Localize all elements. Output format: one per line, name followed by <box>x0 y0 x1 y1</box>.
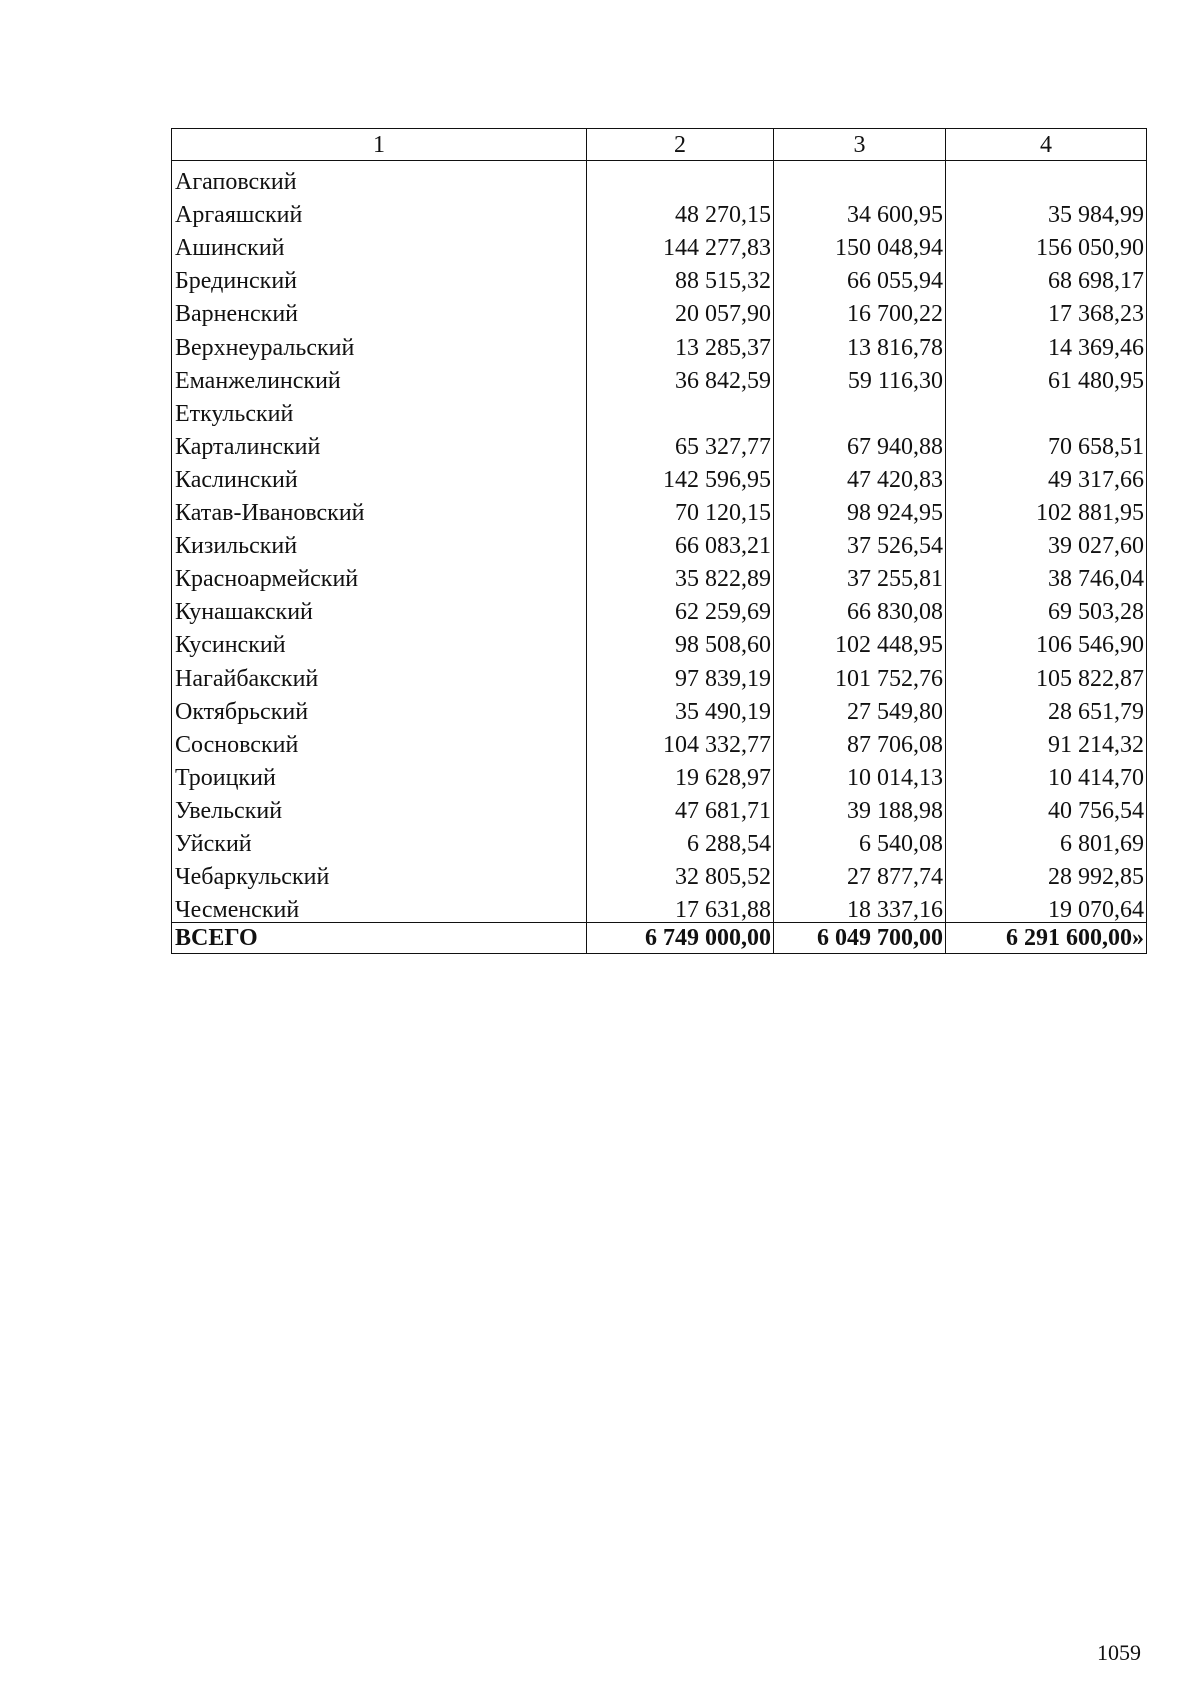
total-label-cell: ВСЕГО <box>172 923 587 954</box>
value-col4-cell: 10 414,70 <box>946 757 1147 790</box>
value-col3-cell: 66 830,08 <box>774 591 946 624</box>
value-col3-cell: 67 940,88 <box>774 426 946 459</box>
table-row <box>172 691 1147 724</box>
district-name-cell: Красноармейский <box>172 558 587 591</box>
district-name-cell: Каслинский <box>172 459 587 492</box>
value-col3-cell: 47 420,83 <box>774 459 946 492</box>
district-name-cell: Нагайбакский <box>172 657 587 690</box>
district-name-cell: Чебаркульский <box>172 856 587 889</box>
district-name-cell: Агаповский <box>172 161 587 195</box>
district-name-cell: Кунашакский <box>172 591 587 624</box>
value-col2-cell: 104 332,77 <box>587 724 774 757</box>
total-row <box>172 923 1147 954</box>
value-col4-cell: 17 368,23 <box>946 293 1147 326</box>
district-name-cell: Карталинский <box>172 426 587 459</box>
table-row <box>172 591 1147 624</box>
district-name-cell: Верхнеуральский <box>172 326 587 359</box>
value-col2-cell: 35 822,89 <box>587 558 774 591</box>
value-col2-cell: 19 628,97 <box>587 757 774 790</box>
value-col4-cell: 49 317,66 <box>946 459 1147 492</box>
district-name-cell: Сосновский <box>172 724 587 757</box>
value-col4-cell: 105 822,87 <box>946 657 1147 690</box>
table-row <box>172 459 1147 492</box>
district-name-cell: Катав-Ивановский <box>172 492 587 525</box>
value-col3-cell: 39 188,98 <box>774 790 946 823</box>
value-col2-cell: 62 259,69 <box>587 591 774 624</box>
column-header-3: 3 <box>774 129 946 161</box>
value-col3-cell: 6 540,08 <box>774 823 946 856</box>
table-row <box>172 360 1147 393</box>
value-col2-cell: 20 057,90 <box>587 293 774 326</box>
value-col2-cell: 36 842,59 <box>587 360 774 393</box>
value-col4-cell: 91 214,32 <box>946 724 1147 757</box>
value-col2-cell: 88 515,32 <box>587 260 774 293</box>
table-row <box>172 194 1147 227</box>
value-col4-cell: 70 658,51 <box>946 426 1147 459</box>
table-row <box>172 260 1147 293</box>
value-col4-cell: 6 801,69 <box>946 823 1147 856</box>
value-col4-cell: 39 027,60 <box>946 525 1147 558</box>
value-col4-cell <box>946 161 1147 195</box>
value-col4-cell: 69 503,28 <box>946 591 1147 624</box>
value-col3-cell: 27 877,74 <box>774 856 946 889</box>
value-col4-cell: 19 070,64 <box>946 889 1147 923</box>
table-row <box>172 657 1147 690</box>
district-name-cell: Еманжелинский <box>172 360 587 393</box>
value-col2-cell: 97 839,19 <box>587 657 774 690</box>
table-row <box>172 492 1147 525</box>
table-row <box>172 856 1147 889</box>
total-col2-cell: 6 749 000,00 <box>587 923 774 954</box>
table-row <box>172 823 1147 856</box>
value-col2-cell: 98 508,60 <box>587 624 774 657</box>
value-col2-cell: 66 083,21 <box>587 525 774 558</box>
value-col4-cell <box>946 393 1147 426</box>
table-row <box>172 426 1147 459</box>
district-name-cell: Ашинский <box>172 227 587 260</box>
value-col3-cell: 18 337,16 <box>774 889 946 923</box>
value-col3-cell: 10 014,13 <box>774 757 946 790</box>
district-name-cell: Аргаяшский <box>172 194 587 227</box>
district-name-cell: Октябрьский <box>172 691 587 724</box>
column-header-2: 2 <box>587 129 774 161</box>
value-col4-cell: 40 756,54 <box>946 790 1147 823</box>
value-col2-cell: 32 805,52 <box>587 856 774 889</box>
value-col2-cell: 144 277,83 <box>587 227 774 260</box>
value-col2-cell: 142 596,95 <box>587 459 774 492</box>
value-col3-cell: 34 600,95 <box>774 194 946 227</box>
value-col3-cell: 13 816,78 <box>774 326 946 359</box>
district-name-cell: Увельский <box>172 790 587 823</box>
value-col2-cell: 47 681,71 <box>587 790 774 823</box>
value-col2-cell: 17 631,88 <box>587 889 774 923</box>
district-name-cell: Еткульский <box>172 393 587 426</box>
value-col4-cell: 102 881,95 <box>946 492 1147 525</box>
value-col4-cell: 28 992,85 <box>946 856 1147 889</box>
district-name-cell: Троицкий <box>172 757 587 790</box>
value-col3-cell: 150 048,94 <box>774 227 946 260</box>
value-col2-cell: 48 270,15 <box>587 194 774 227</box>
value-col4-cell: 156 050,90 <box>946 227 1147 260</box>
value-col2-cell: 70 120,15 <box>587 492 774 525</box>
column-header-4: 4 <box>946 129 1147 161</box>
table-row <box>172 326 1147 359</box>
total-col4-cell: 6 291 600,00» <box>946 923 1147 954</box>
table-row <box>172 393 1147 426</box>
table-row <box>172 790 1147 823</box>
value-col3-cell: 98 924,95 <box>774 492 946 525</box>
value-col4-cell: 35 984,99 <box>946 194 1147 227</box>
table-row <box>172 525 1147 558</box>
table-row <box>172 293 1147 326</box>
value-col4-cell: 14 369,46 <box>946 326 1147 359</box>
value-col2-cell: 65 327,77 <box>587 426 774 459</box>
table-row <box>172 227 1147 260</box>
table-row <box>172 757 1147 790</box>
value-col4-cell: 68 698,17 <box>946 260 1147 293</box>
table-row <box>172 558 1147 591</box>
table-body <box>172 161 1147 954</box>
page-number: 1059 <box>1097 1640 1141 1665</box>
value-col3-cell: 27 549,80 <box>774 691 946 724</box>
district-name-cell: Брединский <box>172 260 587 293</box>
table-row <box>172 624 1147 657</box>
value-col4-cell: 106 546,90 <box>946 624 1147 657</box>
value-col4-cell: 38 746,04 <box>946 558 1147 591</box>
value-col3-cell: 87 706,08 <box>774 724 946 757</box>
header-row <box>172 129 1147 161</box>
district-name-cell: Чесменский <box>172 889 587 923</box>
column-header-1: 1 <box>172 129 587 161</box>
value-col3-cell: 102 448,95 <box>774 624 946 657</box>
value-col3-cell <box>774 161 946 195</box>
value-col3-cell: 66 055,94 <box>774 260 946 293</box>
table-row <box>172 161 1147 195</box>
table-row <box>172 889 1147 923</box>
value-col4-cell: 28 651,79 <box>946 691 1147 724</box>
district-name-cell: Уйский <box>172 823 587 856</box>
value-col3-cell: 101 752,76 <box>774 657 946 690</box>
table-row <box>172 724 1147 757</box>
value-col2-cell <box>587 393 774 426</box>
value-col3-cell: 59 116,30 <box>774 360 946 393</box>
total-col3-cell: 6 049 700,00 <box>774 923 946 954</box>
value-col3-cell: 37 255,81 <box>774 558 946 591</box>
district-name-cell: Варненский <box>172 293 587 326</box>
district-name-cell: Кусинский <box>172 624 587 657</box>
value-col2-cell <box>587 161 774 195</box>
value-col4-cell: 61 480,95 <box>946 360 1147 393</box>
value-col3-cell <box>774 393 946 426</box>
value-col2-cell: 6 288,54 <box>587 823 774 856</box>
district-name-cell: Кизильский <box>172 525 587 558</box>
value-col2-cell: 13 285,37 <box>587 326 774 359</box>
allocation-table <box>171 128 1147 954</box>
value-col3-cell: 16 700,22 <box>774 293 946 326</box>
value-col3-cell: 37 526,54 <box>774 525 946 558</box>
value-col2-cell: 35 490,19 <box>587 691 774 724</box>
